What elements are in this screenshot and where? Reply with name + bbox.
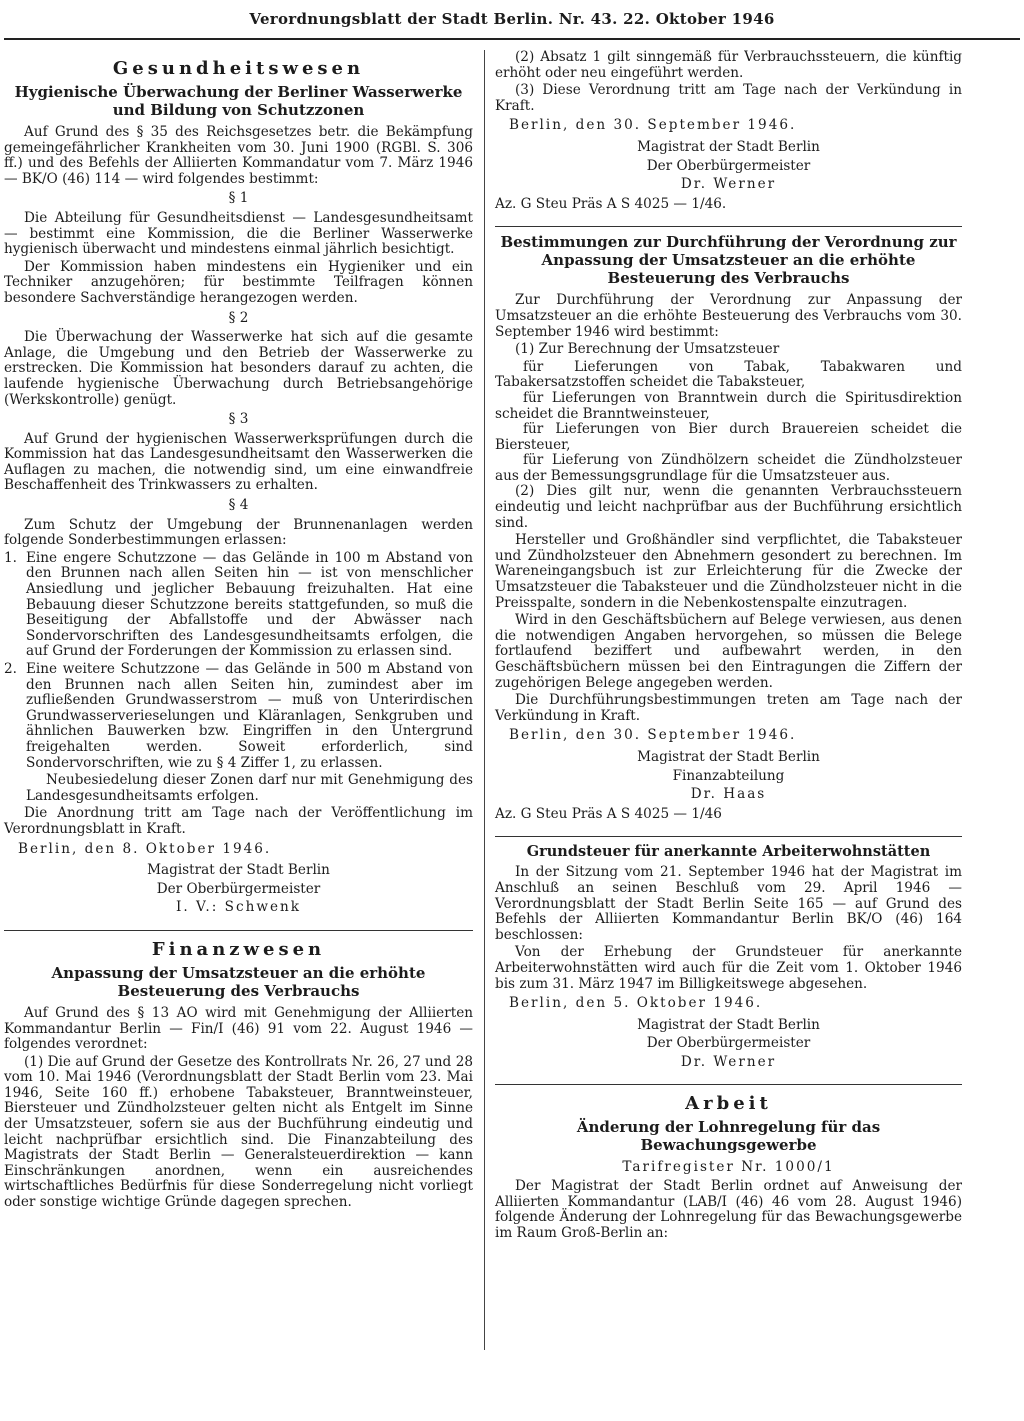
section-rule [4,930,473,931]
reference-number: Az. G Steu Präs A S 4025 — 1/46. [495,195,727,212]
paragraph: (1) Die auf Grund der Gesetze des Kontrollrats Nr. 26, 27 und 28 vom 10. Mai 1946 (Verordnungsblatt der Stadt Berlin vom 23. Mai 1946, Seite 160 ff.) erhobene Tabaksteuer, Branntweinsteuer, Biersteuer und Zündholzsteuer gelten nicht als Entgelt im Sinne der Umsatzsteuer, sofern sie aus der Buchführung eindeutig und leicht nachprüfbar ersichtlich sind. Die Finanzabteilung des Magistrats der Stadt Berlin — Generalsteuerdirektion — kann Einschränkungen anordnen, wenn ein ausreichendes wirtschaftliches Bedürfnis für diese Sonderregelung nicht vorliegt oder sonstige wichtige Gründe dagegen sprechen. [4,1053,473,1211]
tariff-register: Tarifregister Nr. 1000/1 [622,1159,835,1176]
signature-name: I. V.: Schwenk [175,899,302,916]
signature-line: Magistrat der Stadt Berlin [637,138,820,155]
header-rule [4,38,1020,40]
place-date: Berlin, den 30. September 1946. [509,117,797,134]
article-heading-durchfuehrung: Bestimmungen zur Durchführung der Verordnung zur Anpassung der Umsatzsteuer an die erhöhte Besteuerung des Verbrauchs [500,233,957,288]
paragraph: (2) Absatz 1 gilt sinngemäß für Verbrauchssteuern, die künftig erhöht oder neu eingeführt werden. [495,49,962,81]
article-heading-lohnregelung: Änderung der Lohnregelung für das Bewachungsgewerbe [576,1118,881,1155]
sub-item: für Lieferungen von Bier durch Brauereien scheidet die Biersteuer, [495,421,962,453]
place-date: Berlin, den 8. Oktober 1946. [18,840,272,857]
section-rule [495,226,962,227]
signature-line: Der Oberbürgermeister [646,1035,811,1052]
list-item [4,551,473,660]
paragraph: Auf Grund des § 13 AO wird mit Genehmigung der Alliierten Kommandantur Berlin — Fin/I (46) 91 vom 22. August 1946 — folgendes verordnet: [4,1004,473,1053]
left-column [4,50,473,1213]
section-rule [495,1084,962,1085]
paragraph: Von der Erhebung der Grundsteuer für anerkannte Arbeiterwohnstätten wird auch für die Zeit vom 1. Oktober 1946 bis zum 31. März 1947 im Billigkeitswege abgesehen. [495,944,962,992]
column-divider [484,50,485,1350]
paragraph-mark: § 1 [228,190,249,207]
paragraph-mark: § 4 [228,497,249,514]
paragraph: Die Abteilung für Gesundheitsdienst — Landesgesundheitsamt — bestimmt eine Kommission, die die Berliner Wasserwerke hygienisch überwacht und mindestens einmal jährlich besichtigt. [4,209,473,258]
paragraph: Zur Durchführung der Verordnung zur Anpassung der Umsatzsteuer an die erhöhte Besteuerung des Verbrauchs vom 30. September 1946 wird bestimmt: [495,292,962,340]
place-date: Berlin, den 5. Oktober 1946. [509,995,763,1012]
list-number: 1. [4,549,17,566]
signature-name: Dr. Werner [680,176,777,193]
place-date: Berlin, den 30. September 1946. [509,727,797,744]
paragraph: Die Durchführungsbestimmungen treten am Tage nach der Verkündung in Kraft. [495,692,962,724]
article-heading-grundsteuer: Grundsteuer für anerkannte Arbeiterwohnstätten [526,843,931,861]
paragraph: Der Kommission haben mindestens ein Hygieniker und ein Techniker anzugehören; für bestimmte Teilfragen können besondere Sachverständige herangezogen werden. [4,258,473,306]
signature-line: Der Oberbürgermeister [646,157,811,174]
signature-line: Magistrat der Stadt Berlin [637,1016,820,1033]
article-heading-wasserwerke: Hygienische Überwachung der Berliner Wasserwerke und Bildung von Schutzzonen [14,83,463,119]
paragraph: (3) Diese Verordnung tritt am Tage nach der Verkündung in Kraft. [495,82,962,114]
page-header: Verordnungsblatt der Stadt Berlin. Nr. 43. 22. Oktober 1946 [249,10,775,28]
signature-line: Magistrat der Stadt Berlin [147,862,330,879]
section-title-finanzwesen: Finanzwesen [151,938,326,960]
paragraph: Zum Schutz der Umgebung der Brunnenanlagen werden folgende Sonderbestimmungen erlassen: [4,516,473,549]
section-title-gesundheitswesen: Gesundheitswesen [112,58,365,79]
list-item [4,662,473,771]
paragraph: Hersteller und Großhändler sind verpflichtet, die Tabaksteuer und Zündholzsteuer den Abnehmern gesondert zu berechnen. Im Wareneingangsbuch ist zur Erleichterung für die Zwecke der Umsatzsteuer die Tabaksteuer und die Zündholzsteuer nicht in die Preisspalte, sondern in die Nebenkostenspalte einzutragen. [495,532,962,611]
list-number: 2. [4,661,17,677]
list-text: Eine engere Schutzzone — das Gelände in 100 m Abstand von den Brunnen nach allen Seiten hin — ist von menschlicher Ansiedlung und jeglicher Bebauung freizuhalten. Hat eine Bebauung dieser Schutzzone bereits stattgefunden, so muß die Beseitigung der Abfallstoffe und der Abwässer nach Sondervorschriften des Landesgesundheitsamts erfolgen, die auf Grund der Forderungen der Kommission zu erlassen sind. [26,549,473,660]
sub-item: für Lieferung von Zündhölzern scheidet die Zündholzsteuer aus der Bemessungsgrundlage für die Umsatzsteuer aus. [495,452,962,484]
paragraph: Der Magistrat der Stadt Berlin ordnet auf Anweisung der Alliierten Kommandantur (LAB/I (46) 46 vom 28. August 1946) folgende Änderung der Lohnregelung für das Bewachungsgewerbe im Raum Groß-Berlin an: [495,1178,962,1241]
sub-item: für Lieferungen von Tabak, Tabakwaren und Tabakersatzstoffen scheidet die Tabaksteuer, [495,358,962,391]
paragraph: (2) Dies gilt nur, wenn die genannten Verbrauchssteuern eindeutig und leicht nachprüfbar aus der Buchführung ersichtlich sind. [495,483,962,531]
paragraph: (1) Zur Berechnung der Umsatzsteuer [515,341,780,358]
section-title-arbeit: Arbeit [685,1093,772,1115]
paragraph-mark: § 2 [228,309,249,326]
signature-name: Dr. Werner [680,1053,777,1070]
paragraph: Neubesiedelung dieser Zonen darf nur mit Genehmigung des Landesgesundheitsamts erfolgen. [26,772,473,804]
paragraph: Die Überwachung der Wasserwerke hat sich auf die gesamte Anlage, die Umgebung und den Betrieb der Wasserwerke zu erstrecken. Die Kommission hat besonders darauf zu achten, die laufende hygienische Überwachung durch Betriebsangehörige (Werkskontrolle) genügt. [4,329,473,408]
paragraph: Die Anordnung tritt am Tage nach der Veröffentlichung im Verordnungsblatt in Kraft. [4,805,473,837]
paragraph: Auf Grund der hygienischen Wasserwerksprüfungen durch die Kommission hat das Landesgesundheitsamt den Wasserwerken die Auflagen zu machen, die notwendig sind, um eine einwandfreie Beschaffenheit des Trinkwassers zu erhalten. [4,430,473,494]
signature-line: Finanzabteilung [672,767,785,784]
sub-item: für Lieferungen von Branntwein durch die Spiritusdirektion scheidet die Branntweinsteuer, [495,389,962,422]
paragraph: Auf Grund des § 35 des Reichsgesetzes betr. die Bekämpfung gemeingefährlicher Krankheiten vom 30. Juni 1900 (RGBl. S. 306 ff.) und des Befehls der Alliierten Kommandatur vom 7. März 1946 — BK/O (46) 114 — wird folgendes bestimmt: [4,124,473,187]
list-text: Eine weitere Schutzzone — das Gelände in 500 m Abstand von den Brunnen nach allen Seiten hin, zumindest aber im zufließenden Grundwasserstrom — muß von Unterirdischen Grundwasserverieselungen und Kläranlagen, Senkgruben und ähnlichen Bauwerken bzw. Eingriffen in den Untergrund freigehalten werden. Soweit erforderlich, sind Sondervorschriften, wie zu § 4 Ziffer 1, zu erlassen. [26,661,473,771]
signature-line: Magistrat der Stadt Berlin [637,748,820,765]
reference-number: Az. G Steu Präs A S 4025 — 1/46 [495,805,722,822]
signature-line: Der Oberbürgermeister [156,880,321,897]
paragraph-mark: § 3 [228,411,249,428]
paragraph: Wird in den Geschäftsbüchern auf Belege verwiesen, aus denen die notwendigen Angaben hervorgehen, so müssen die Belege fortlaufend beziffert und aufbewahrt werden, in den Geschäftsbüchern müssen bei den Eintragungen die Ziffern der zugehörigen Belege angegeben werden. [495,612,962,691]
article-heading-umsatzsteuer: Anpassung der Umsatzsteuer an die erhöhte Besteuerung des Verbrauchs [51,963,426,1000]
section-rule [495,836,962,837]
paragraph: In der Sitzung vom 21. September 1946 hat der Magistrat im Anschluß an seinen Beschluß vom 29. April 1946 — Verordnungsblatt der Stadt Berlin Seite 165 — auf Grund des Befehls der Alliierten Kommandantur Berlin BK/O (46) 164 beschlossen: [495,864,962,943]
signature-name: Dr. Haas [690,786,767,803]
right-column [495,50,962,1243]
